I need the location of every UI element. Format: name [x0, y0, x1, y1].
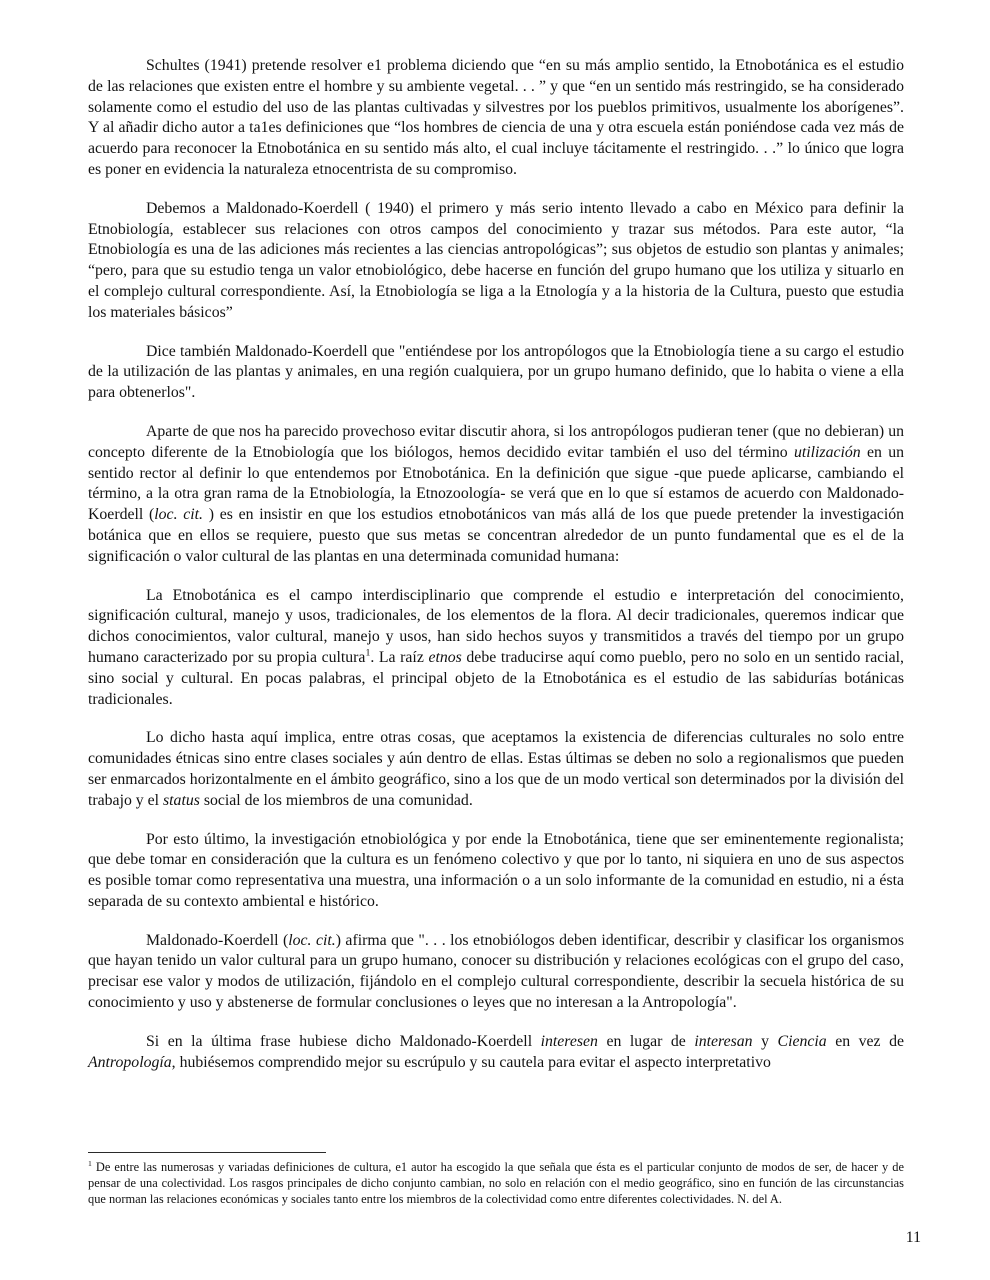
text-run: . La raíz: [370, 648, 429, 666]
text-run: De entre las numerosas y variadas definiciones de cultura, e1 autor ha escogido la que señala que ésta es el particular conjunto de modos de ser, de hacer y de pensar de una colectividad. Los rasgos principales de dicho conjunto cambian, no solo en relación con el medio geográfico, sino en función de las circunstancias que norman las relaciones económicas y sociales tanto entre los miembros de la colectividad como entre diferentes colectividades. N. del A.: [88, 1160, 904, 1206]
text-run: Si en la última frase hubiese dicho Maldonado-Koerdell: [146, 1032, 541, 1050]
document-body: [88, 56, 904, 1091]
text-run: ) afirma que ". . . los etnobiólogos deben identificar, describir y clasificar los organismos que hayan tenido un valor cultural para un grupo humano, conocer su distribución y relaciones ecológicas con el grupo del caso, precisar ese valor y modos de utilización, fijándolo en el complejo cultural correspondiente, describir la secuela histórica de su conocimiento y uso y abstenerse de formular conclusiones o leyes que no interesan a la Antropología".: [88, 931, 904, 1012]
page-number: 11: [905, 1229, 921, 1246]
italic-text-run: etnos: [428, 648, 462, 666]
text-run: y: [752, 1032, 778, 1050]
text-run: en un sentido rector al definir lo que entendemos por Etnobotánica. En la definición que sigue -que puede aplicarse, cambiando el término, a la otra gran rama de la Etnobiología, la Etnozoología- se verá que en lo que sí estamos de acuerdo con Maldonado-Koerdell (: [88, 443, 905, 524]
text-run: Debemos a Maldonado-Koerdell ( 1940) el primero y más serio intento llevado a cabo en México para definir la Etnobiología, establecer sus relaciones con otros campos del conocimiento y trazar sus métodos. Para este autor, “la Etnobiología es una de las adiciones más recientes a las ciencias antropológicas”; sus objetos de estudio son plantas y animales; “pero, para que su estudio tenga un valor etnobiológico, debe hacerse en función del grupo humano que los utiliza y situarlo en el complejo cultural correspondiente. Así, la Etnobiología se liga a la Etnología y a la historia de la Cultura, puesto que estudia los materiales básicos”: [88, 199, 904, 321]
paragraph-6: [88, 728, 904, 811]
paragraph-7: [88, 830, 904, 913]
text-run: ) es en insistir en que los estudios etnobotánicos van más allá de los que puede pretender la investigación botánica que en ellos se requiere, puesto que sus metas se concentran alrededor de un punto fundamental que es el de la significación o valor cultural de las plantas en una determinada comunidad humana:: [88, 506, 904, 565]
text-run: Dice también Maldonado-Koerdell que "entiéndese por los antropólogos que la Etnobiología tiene a su cargo el estudio de la utilización de las plantas y animales, en una región cualquiera, por un grupo humano definido, que lo habita o viene a ella para obtenerlos".: [88, 342, 904, 402]
text-run: social de los miembros de una comunidad.: [199, 791, 473, 809]
text-run: Por esto último, la investigación etnobiológica y por ende la Etnobotánica, tiene que ser eminentemente regionalista; que debe tomar en consideración que la cultura es un fenómeno colectivo y que por lo tanto, ni siquiera en uno de sus aspectos es posible tomar como representativa una muestra, una información o a un solo informante de la comunidad en estudio, ni a ésta separada de su contexto ambiental e histórico.: [88, 830, 904, 910]
paragraph-2: [88, 199, 904, 324]
italic-text-run: interesan: [694, 1032, 753, 1050]
italic-text-run: loc. cit.: [154, 506, 203, 524]
italic-text-run: Ciencia: [777, 1032, 827, 1050]
footnote-text: [88, 1160, 904, 1208]
italic-text-run: Antropología: [88, 1053, 172, 1071]
footnote-area: [88, 1152, 904, 1208]
text-run: en vez de: [826, 1032, 905, 1050]
paragraph-5: [88, 586, 904, 711]
paragraph-8: [88, 931, 904, 1014]
text-run: La Etnobotánica es el campo interdisciplinario que comprende el estudio e interpretación del conocimiento, significación cultural, manejo y usos, tradicionales, de los elementos de la flora. Al decir tradicionales, queremos indicar que dichos conocimientos, valor cultural, manejo y usos, han sido hechos suyos y transmitidos a través del tiempo por un grupo humano caracterizado por su propia cultura: [88, 586, 904, 666]
paragraph-3: [88, 342, 904, 404]
text-run: Maldonado-Koerdell (: [146, 931, 289, 949]
footnote-reference: 1: [88, 1158, 92, 1168]
italic-text-run: interesen: [540, 1032, 598, 1050]
paragraph-4: [88, 422, 904, 568]
italic-text-run: loc. cit.: [288, 931, 336, 949]
footnote-separator-rule: [88, 1152, 326, 1153]
italic-text-run: utilización: [793, 443, 861, 461]
text-run: en lugar de: [597, 1032, 695, 1050]
italic-text-run: status: [163, 791, 200, 809]
paragraph-9: [88, 1032, 904, 1074]
paragraph-1: [88, 56, 904, 181]
text-run: Schultes (1941) pretende resolver e1 problema diciendo que “en su más amplio sentido, la Etnobotánica es el estudio de las relaciones que existen entre el hombre y su ambiente vegetal. . . ” y que “en un sentido más restringido, se ha considerado solamente como el estudio del uso de las plantas cultivadas y silvestres por los pueblos primitivos, usualmente los aborígenes”. Y al añadir dicho autor a ta1es definiciones que “los hombres de ciencia de una y otra escuela están poniéndose cada vez más de acuerdo para reconocer la Etnobotánica en su sentido más alto, el cual incluye tácitamente el restringido. . .” lo único que logra es poner en evidencia la naturaleza etnocentrista de su compromiso.: [88, 57, 904, 178]
text-run: Aparte de que nos ha parecido provechoso evitar discutir ahora, si los antropólogos pudieran tener (que no debieran) un concepto diferente de la Etnobiología que los biólogos, hemos decidido evitar también el uso del término: [88, 422, 904, 461]
text-run: , hubiésemos comprendido mejor su escrúpulo y su cautela para evitar el aspecto interpretativo: [171, 1053, 771, 1071]
text-run: Lo dicho hasta aquí implica, entre otras cosas, que aceptamos la existencia de diferencias culturales no solo entre comunidades étnicas sino entre clases sociales y aún dentro de ellas. Estas últimas se deben no solo a regionalismos que pueden ser enmarcados horizontalmente en el ámbito geográfico, sino a los que de un modo vertical son determinados por la división del trabajo y el: [88, 729, 904, 809]
text-run: debe traducirse aquí como pueblo, pero no solo en un sentido racial, sino social y cultural. En pocas palabras, el principal objeto de la Etnobotánica es el estudio de las sabidurías botánicas tradicionales.: [88, 648, 904, 708]
footnote-reference: 1: [365, 647, 371, 659]
